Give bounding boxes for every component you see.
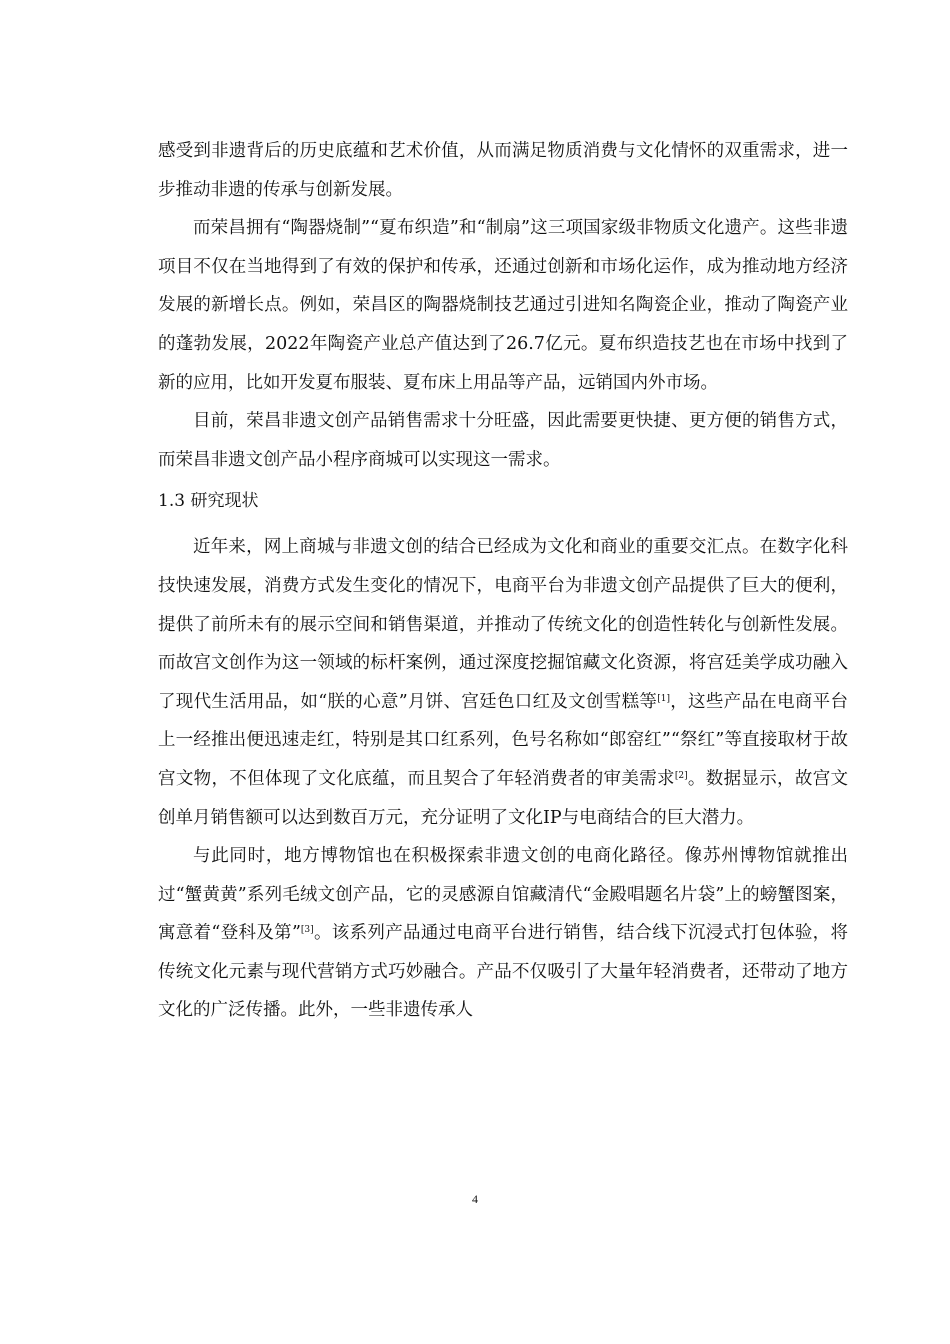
paragraph-text: ，这些产品在电商平台上一经推出便迅速走红，特别是其口红系列，色号名称如“郎窑红”“祭红”等直接取材于故宫文物，不但体现了文化底蕴，而且契合了年轻消费者的审美需求	[158, 691, 848, 789]
paragraph-sales-demand: 目前，荣昌非遗文创产品销售需求十分旺盛，因此需要更快捷、更方便的销售方式，而荣昌非遗文创产品小程序商城可以实现这一需求。	[158, 411, 848, 470]
section-heading: 1.3 研究现状	[158, 491, 259, 512]
paragraph-text: 。数据显示，故宫文创单月销售额可以达到数百万元，充分证明了文化IP与电商结合的巨大潜力。	[158, 768, 849, 828]
citation-2: [2]	[674, 770, 688, 781]
paragraph-text: 近年来，网上商城与非遗文创的结合已经成为文化和商业的重要交汇点。在数字化科技快速发展，消费方式发生变化的情况下，电商平台为非遗文创产品提供了巨大的便利，提供了前所未有的展示空间和销售渠道，并推动了传统文化的创造性转化与创新性发展。而故宫文创作为这一领域的标杆案例，通过深度挖掘馆藏文化资源，将宫廷美学成功融入了现代生活用品，如“朕的心意”月饼、宫廷色口红及文创雪糕等	[158, 537, 848, 712]
paragraph-continued: 感受到非遗背后的历史底蕴和艺术价值，从而满足物质消费与文化情怀的双重需求，进一步推动非遗的传承与创新发展。	[158, 141, 848, 200]
citation-3: [3]	[300, 925, 314, 936]
paragraph-text: 。该系列产品通过电商平台进行销售，结合线下沉浸式打包体验，将传统文化元素与现代营销方式巧妙融合。产品不仅吸引了大量年轻消费者，还带动了地方文化的广泛传播。此外，一些非遗传承人	[158, 923, 848, 1021]
page-number: 4	[472, 1192, 478, 1206]
paragraph-text: 与此同时，地方博物馆也在积极探索非遗文创的电商化路径。像苏州博物馆就推出过“蟹黄黄”系列毛绒文创产品，它的灵感源自馆藏清代“金殿唱题名片袋”上的螃蟹图案，寓意着“登科及第”	[158, 846, 848, 944]
page-body	[158, 132, 848, 1030]
paragraph-local-museums	[158, 837, 848, 1030]
paragraph-research-status	[158, 528, 848, 837]
citation-1: [1]	[657, 693, 670, 704]
paragraph-rongchang-heritage: 而荣昌拥有“陶器烧制”“夏布织造”和“制扇”这三项国家级非物质文化遗产。这些非遗项目不仅在当地得到了有效的保护和传承，还通过创新和市场化运作，成为推动地方经济发展的新增长点。例如，荣昌区的陶器烧制技艺通过引进知名陶瓷企业，推动了陶瓷产业的蓬勃发展，2022年陶瓷产业总产值达到了26.7亿元。夏布织造技艺也在市场中找到了新的应用，比如开发夏布服装、夏布床上用品等产品，远销国内外市场。	[158, 218, 848, 393]
